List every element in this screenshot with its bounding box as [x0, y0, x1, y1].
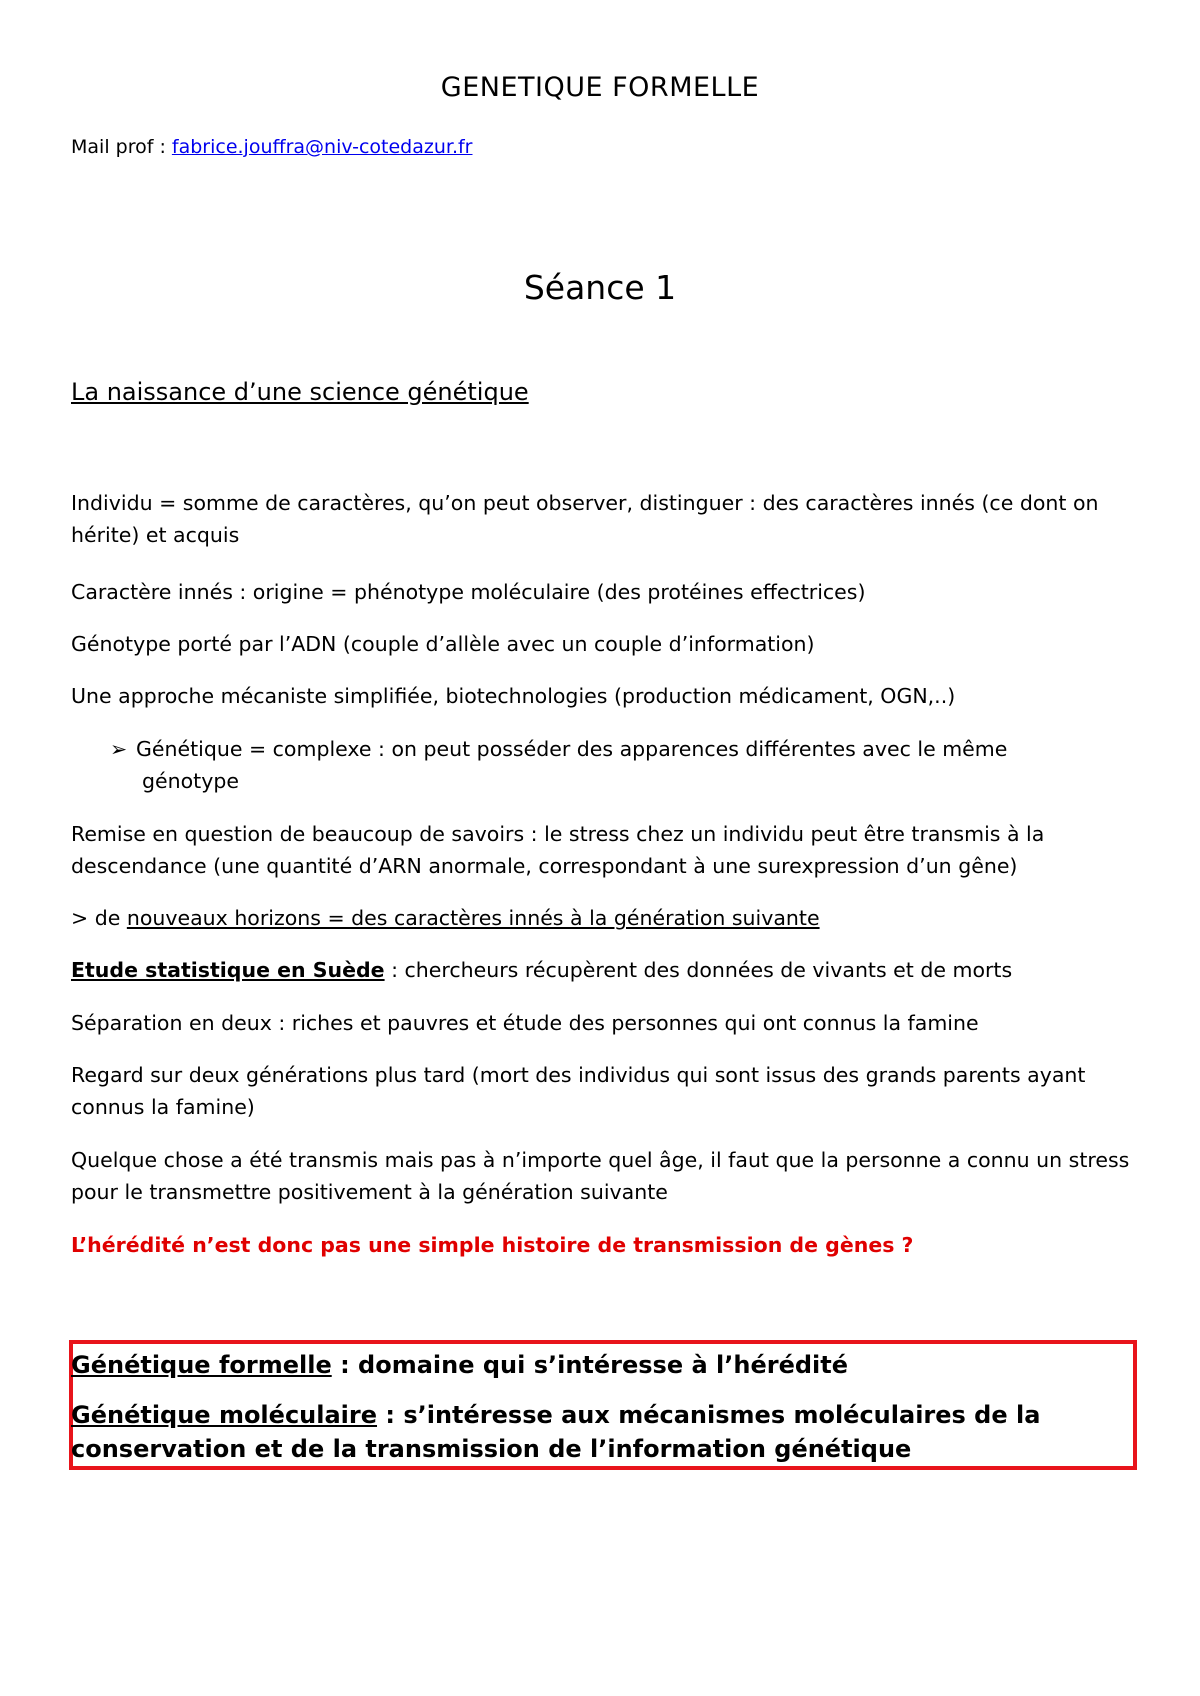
paragraph-genotype: Génotype porté par l’ADN (couple d’allèle avec un couple d’information): [71, 632, 815, 656]
question-heredite: L’hérédité n’est donc pas une simple histoire de transmission de gènes ?: [71, 1233, 914, 1257]
paragraph-individu: Individu = somme de caractères, qu’on peut observer, distinguer : des caractères innés (ce dont on hérite) et acquis: [71, 491, 1099, 547]
paragraph-remise-en-question: Remise en question de beaucoup de savoirs : le stress chez un individu peut être transmis à la descendance (une quantité d’ARN anormale, correspondant à une surexpression d’un gêne): [71, 822, 1045, 878]
document-title: GENETIQUE FORMELLE: [440, 72, 760, 103]
paragraph-separation: Séparation en deux : riches et pauvres et étude des personnes qui ont connus la famine: [71, 1011, 979, 1035]
paragraph-quelque-chose: Quelque chose a été transmis mais pas à n’importe quel âge, il faut que la personne a connu un stress pour le transmettre positivement à la génération suivante: [71, 1148, 1130, 1204]
session-title: Séance 1: [523, 268, 677, 307]
section-heading: La naissance d’une science génétique: [71, 378, 529, 406]
definition-formelle-term: Génétique formelle: [71, 1351, 332, 1379]
arrow-bullet-icon: ➢: [110, 737, 128, 761]
bullet-genetique-complexe: [110, 733, 1110, 797]
etude-suede-term: Etude statistique en Suède: [71, 958, 385, 982]
etude-suede-text: : chercheurs récupèrent des données de vivants et de morts: [384, 958, 1013, 982]
bullet-line-1: Génétique = complexe : on peut posséder des apparences différentes avec le même: [136, 737, 1008, 761]
definition-moleculaire-term: Génétique moléculaire: [71, 1401, 378, 1429]
definition-moleculaire: [71, 1398, 1131, 1466]
paragraph-regard: Regard sur deux générations plus tard (mort des individus qui sont issus des grands parents ayant connus la famine): [71, 1063, 1086, 1119]
paragraph-nouveaux-horizons: [71, 902, 1146, 934]
horizons-underlined: nouveaux horizons = des caractères innés à la génération suivante: [126, 906, 820, 930]
definition-formelle: [71, 1348, 1131, 1382]
paragraph-caractere-innes: Caractère innés : origine = phénotype moléculaire (des protéines effectrices): [71, 580, 866, 604]
definition-moleculaire-text: : s’intéresse aux mécanismes moléculaires de la conservation et de la transmission de l’information génétique: [71, 1401, 1041, 1463]
paragraph-approche: Une approche mécaniste simplifiée, biotechnologies (production médicament, OGN,..): [71, 684, 956, 708]
horizons-prefix: > de: [71, 906, 127, 930]
mail-link[interactable]: fabrice.jouffra@niv-cotedazur.fr: [171, 136, 473, 158]
paragraph-etude-suede: [71, 954, 1146, 986]
mail-label: Mail prof :: [71, 136, 172, 158]
definition-formelle-text: : domaine qui s’intéresse à l’hérédité: [331, 1351, 848, 1379]
mail-line: [71, 136, 473, 158]
bullet-line-2: génotype: [142, 769, 239, 793]
